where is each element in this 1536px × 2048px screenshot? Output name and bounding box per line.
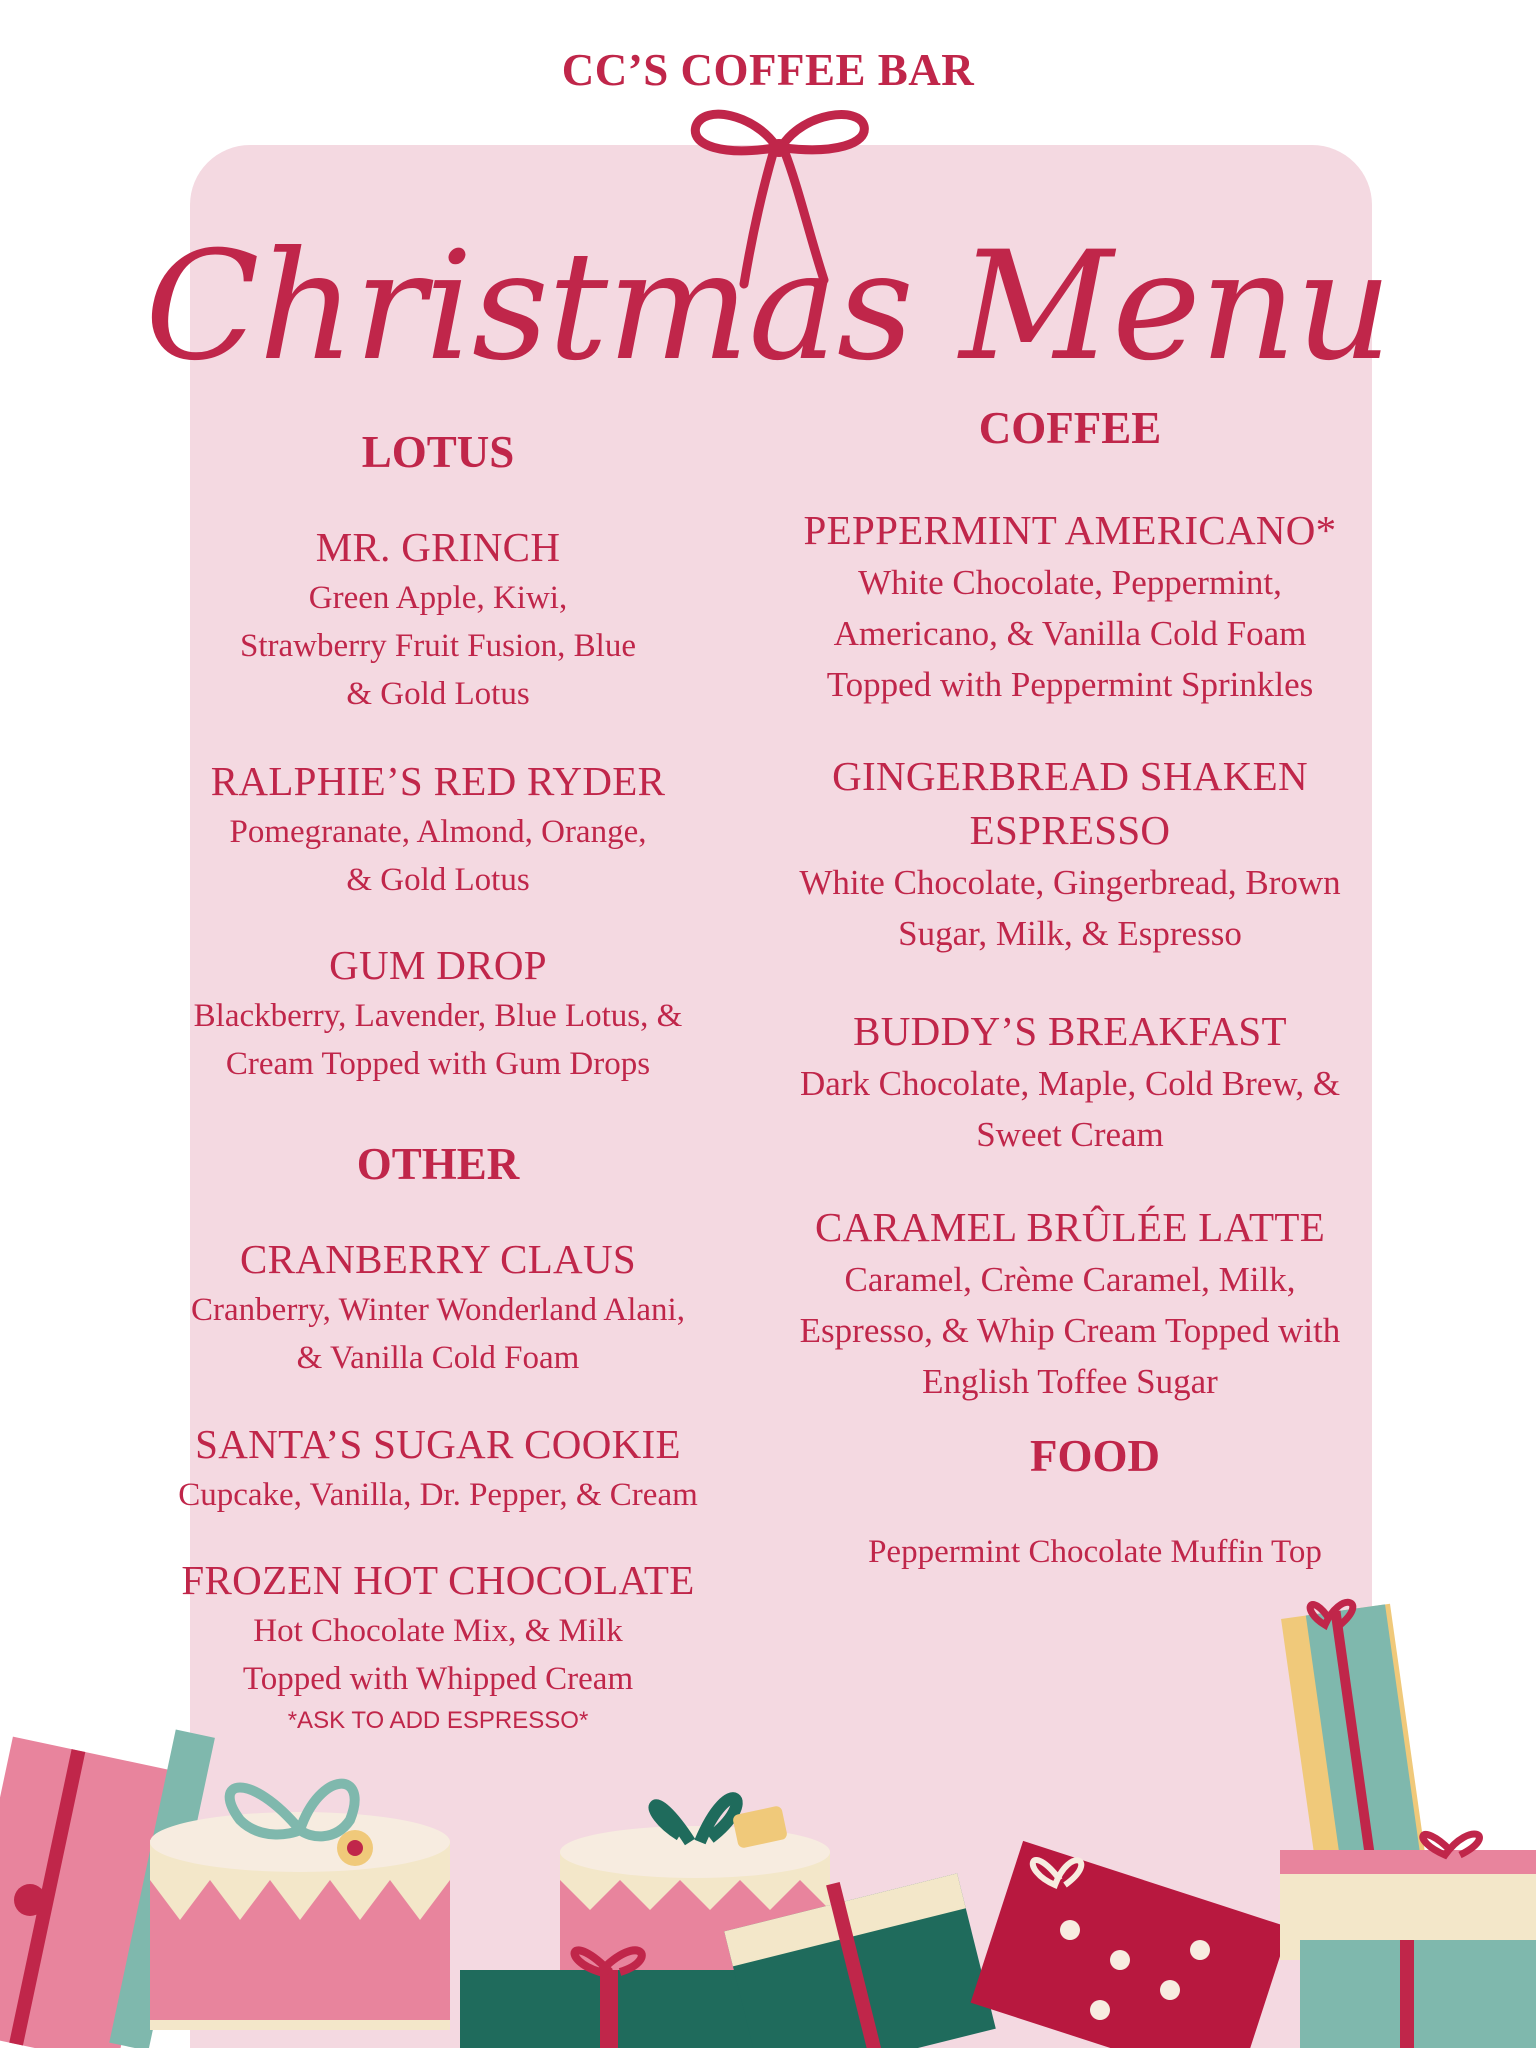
item-name: CARAMEL BRÛLÉE LATTE bbox=[814, 1204, 1326, 1250]
gift-box bbox=[971, 1841, 1290, 2048]
item-desc-line: Blackberry, Lavender, Blue Lotus, & bbox=[193, 998, 683, 1034]
item-desc-line: Green Apple, Kiwi, bbox=[308, 580, 568, 616]
menu-item bbox=[745, 503, 1395, 710]
menu-item bbox=[745, 1004, 1395, 1160]
menu-item bbox=[118, 938, 758, 1088]
brand-name: CC’S COFFEE BAR bbox=[561, 45, 975, 95]
item-desc-line: Cranberry, Winter Wonderland Alani, bbox=[191, 1292, 685, 1328]
item-name: ESPRESSO bbox=[969, 807, 1171, 853]
item-desc-line: & Gold Lotus bbox=[346, 676, 530, 712]
menu-item bbox=[118, 1417, 758, 1519]
coffee-heading: COFFEE bbox=[978, 403, 1162, 453]
menu-item bbox=[745, 1200, 1395, 1407]
item-desc-line: Topped with Peppermint Sprinkles bbox=[826, 665, 1314, 704]
item-desc-line: Dark Chocolate, Maple, Cold Brew, & bbox=[799, 1064, 1341, 1103]
other-heading: OTHER bbox=[356, 1139, 520, 1189]
item-desc-line: Sweet Cream bbox=[976, 1115, 1164, 1154]
item-desc-line: English Toffee Sugar bbox=[922, 1362, 1218, 1401]
food-item: Peppermint Chocolate Muffin Top bbox=[868, 1534, 1322, 1570]
food-heading: FOOD bbox=[1030, 1431, 1160, 1481]
item-name: BUDDY’S BREAKFAST bbox=[853, 1008, 1287, 1054]
item-name: GUM DROP bbox=[329, 942, 547, 988]
item-name: PEPPERMINT AMERICANO* bbox=[803, 507, 1337, 553]
gift-box bbox=[1280, 1834, 1536, 2048]
item-desc-line: & Gold Lotus bbox=[346, 862, 530, 898]
menu-item bbox=[118, 520, 758, 718]
item-name: GINGERBREAD SHAKEN bbox=[832, 753, 1308, 799]
item-name: RALPHIE’S RED RYDER bbox=[210, 758, 666, 804]
gift-box bbox=[150, 1784, 450, 2030]
item-name: FROZEN HOT CHOCOLATE bbox=[181, 1557, 695, 1603]
item-desc-line: Strawberry Fruit Fusion, Blue bbox=[240, 628, 636, 664]
item-desc-line: Americano, & Vanilla Cold Foam bbox=[833, 614, 1307, 653]
menu-item bbox=[118, 754, 758, 904]
item-name: MR. GRINCH bbox=[315, 524, 561, 570]
item-name: CRANBERRY CLAUS bbox=[240, 1236, 636, 1282]
item-desc-line: Topped with Whipped Cream bbox=[242, 1661, 634, 1697]
item-desc-line: Cream Topped with Gum Drops bbox=[225, 1046, 651, 1082]
lotus-heading: LOTUS bbox=[361, 427, 515, 477]
item-desc-line: Sugar, Milk, & Espresso bbox=[898, 914, 1242, 953]
menu-item bbox=[770, 1528, 1420, 1576]
espresso-note: *ASK TO ADD ESPRESSO* bbox=[287, 1707, 589, 1734]
item-desc-line: Cupcake, Vanilla, Dr. Pepper, & Cream bbox=[178, 1477, 698, 1513]
item-desc-line: Espresso, & Whip Cream Topped with bbox=[799, 1311, 1341, 1350]
item-desc-line: Pomegranate, Almond, Orange, bbox=[229, 814, 647, 850]
menu-title: Christmas Menu bbox=[144, 220, 1392, 394]
item-desc-line: White Chocolate, Peppermint, bbox=[858, 563, 1282, 602]
item-desc-line: & Vanilla Cold Foam bbox=[296, 1340, 580, 1376]
gift-boxes-illustration bbox=[0, 1580, 1536, 2048]
menu-item bbox=[745, 749, 1395, 959]
menu-item bbox=[118, 1232, 758, 1382]
item-desc-line: Caramel, Crème Caramel, Milk, bbox=[844, 1260, 1296, 1299]
item-desc-line: White Chocolate, Gingerbread, Brown bbox=[799, 863, 1341, 902]
item-desc-line: Hot Chocolate Mix, & Milk bbox=[253, 1613, 623, 1649]
item-name: SANTA’S SUGAR COOKIE bbox=[195, 1421, 681, 1467]
